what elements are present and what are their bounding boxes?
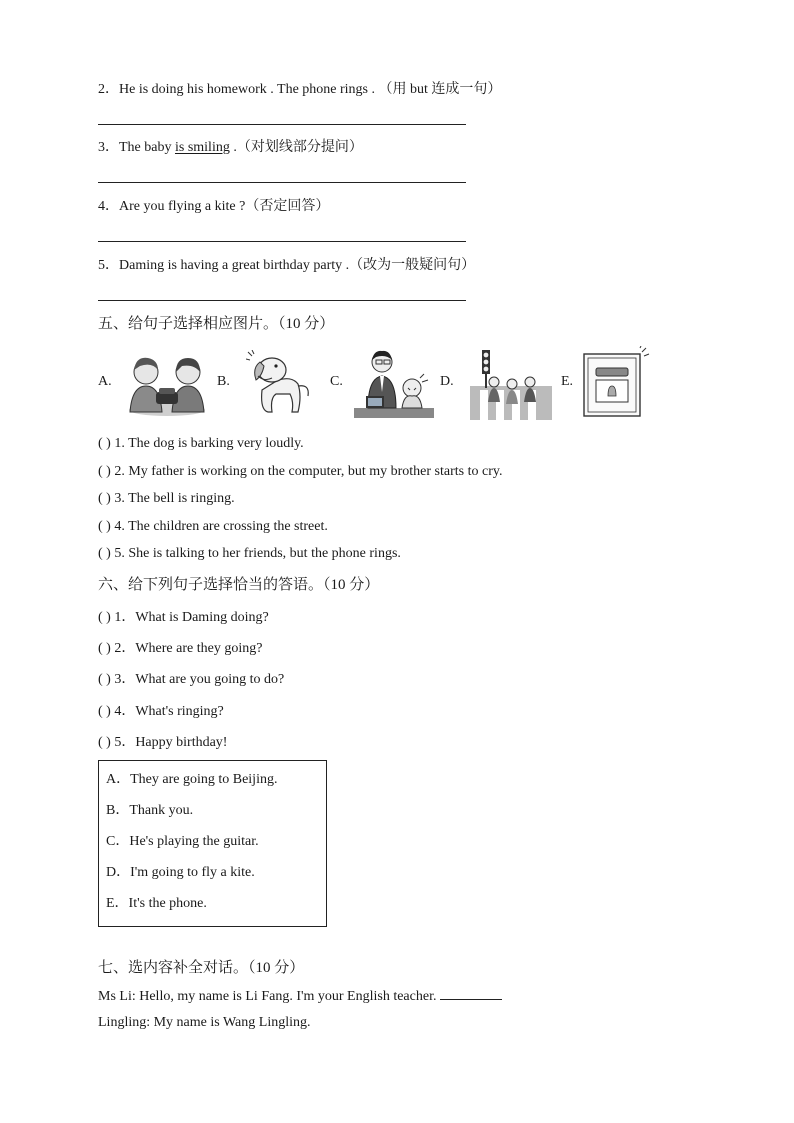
answer-item-5: ( ) 5．Happy birthday! bbox=[98, 735, 228, 750]
answer-item-2: ( ) 2．Where are they going? bbox=[98, 641, 263, 656]
option-d: D．I'm going to fly a kite. bbox=[106, 865, 255, 880]
answer-item-4: ( ) 4．What's ringing? bbox=[98, 704, 224, 719]
pic-label-e: E. bbox=[561, 374, 574, 389]
dialogue-line-1-text: Ms Li: Hello, my name is Li Fang. I'm your English teacher. bbox=[98, 989, 437, 1004]
answer-line[interactable] bbox=[98, 182, 466, 183]
match-item-3: ( ) 3. The bell is ringing. bbox=[98, 491, 235, 506]
answer-line[interactable] bbox=[98, 124, 466, 125]
section-5-title: 五、给句子选择相应图片。（10 分） bbox=[98, 316, 335, 332]
pic-label-c: C. bbox=[330, 374, 343, 389]
pic-label-d: D. bbox=[440, 374, 454, 389]
option-c: C．He's playing the guitar. bbox=[106, 834, 259, 849]
answer-line[interactable] bbox=[98, 300, 466, 301]
question-4: 4．Are you flying a kite ?（否定回答） bbox=[98, 199, 330, 214]
barking-dog-picture bbox=[246, 350, 314, 416]
question-3 bbox=[98, 136, 363, 156]
match-item-1: ( ) 1. The dog is barking very loudly. bbox=[98, 436, 304, 451]
answer-line[interactable] bbox=[98, 241, 466, 242]
two-girls-talking-picture bbox=[126, 352, 208, 416]
pic-label-b: B. bbox=[217, 374, 230, 389]
option-e: E．It's the phone. bbox=[106, 896, 207, 911]
match-item-2: ( ) 2. My father is working on the computer, but my brother starts to cry. bbox=[98, 464, 503, 479]
dialogue-line-2: Lingling: My name is Wang Lingling. bbox=[98, 1015, 311, 1030]
father-computer-crying-baby-picture bbox=[354, 348, 434, 420]
question-5: 5．Daming is having a great birthday party .（改为一般疑问句） bbox=[98, 258, 476, 273]
question-2: 2．He is doing his homework . The phone rings . （用 but 连成一句） bbox=[98, 82, 502, 97]
answer-item-3: ( ) 3．What are you going to do? bbox=[98, 672, 285, 687]
section-6-title: 六、给下列句子选择恰当的答语。（10 分） bbox=[98, 577, 380, 593]
underlined-part: is smiling bbox=[174, 140, 230, 155]
dialogue-line-1 bbox=[98, 987, 502, 1005]
pic-label-a: A. bbox=[98, 374, 112, 389]
option-b: B．Thank you. bbox=[106, 803, 194, 818]
dialogue-blank[interactable] bbox=[440, 987, 502, 1000]
match-item-4: ( ) 4. The children are crossing the street. bbox=[98, 519, 328, 534]
question-3-instruction: .（对划线部分提问） bbox=[229, 140, 363, 155]
answer-item-1: ( ) 1．What is Daming doing? bbox=[98, 610, 269, 625]
ringing-bell-picture bbox=[582, 346, 650, 418]
question-3-text: 3．The baby bbox=[98, 140, 175, 155]
match-item-5: ( ) 5. She is talking to her friends, but the phone rings. bbox=[98, 546, 401, 561]
option-a: A．They are going to Beijing. bbox=[106, 772, 278, 787]
section-7-title: 七、选内容补全对话。（10 分） bbox=[98, 960, 305, 976]
children-crossing-street-picture bbox=[470, 350, 552, 420]
